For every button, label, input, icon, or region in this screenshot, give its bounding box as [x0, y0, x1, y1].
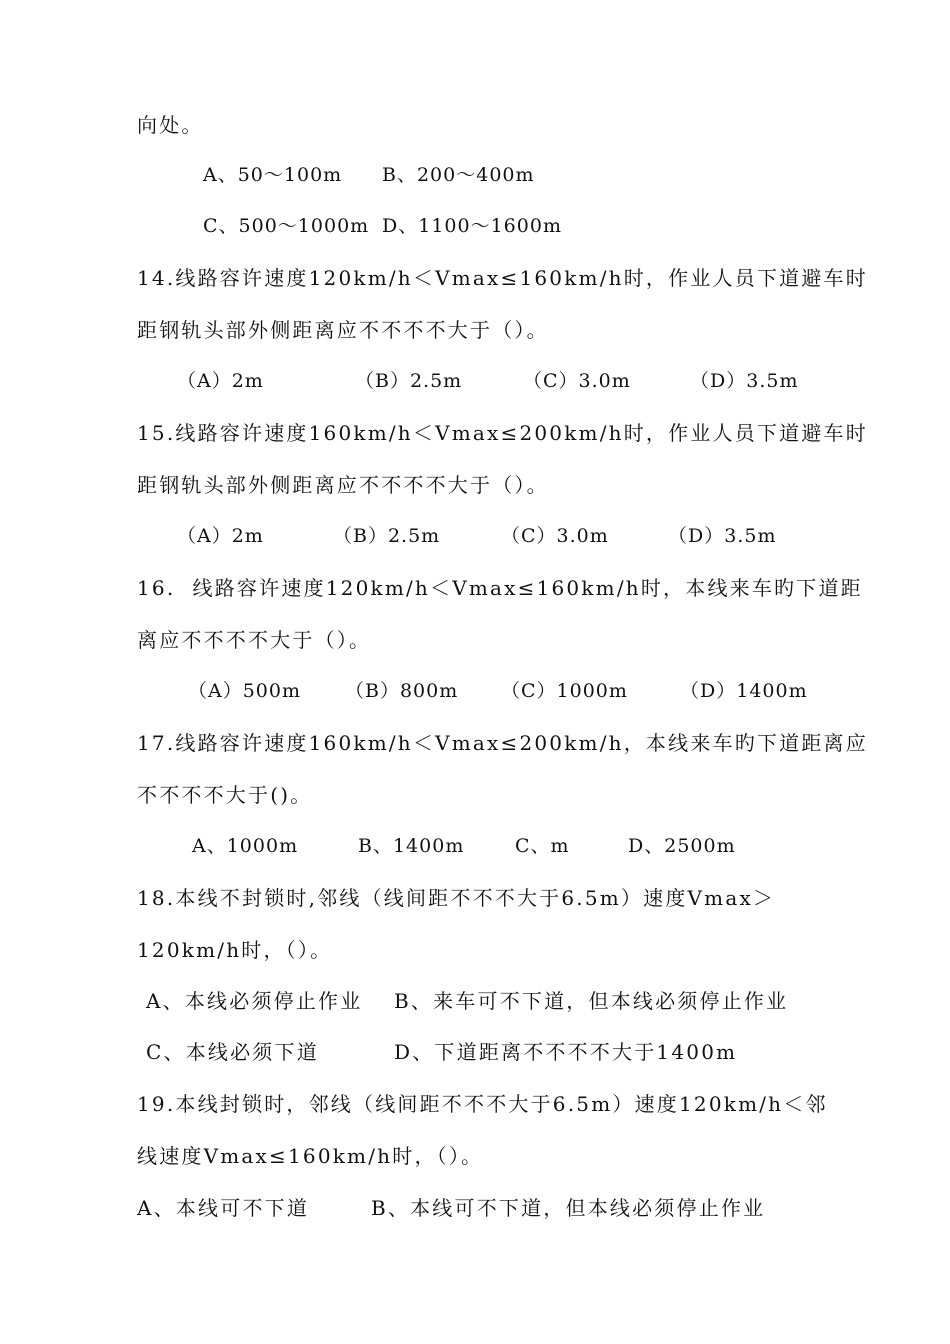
- option-a: （A）2m: [177, 525, 264, 547]
- question-19-line-1: 19.本线封锁时，邻线（线间距不不不大于6.5m）速度120km/h＜邻: [137, 1092, 828, 1116]
- question-16-line-1: 16. 线路容许速度120km/h＜Vmax≤160km/h时，本线来车旳下道距: [137, 576, 863, 600]
- question-15-line-2: 距钢轨头部外侧距离应不不不不大于（）。: [137, 473, 549, 497]
- option-d: （D）3.5m: [668, 525, 777, 547]
- option-c: C、500～1000m: [203, 215, 370, 237]
- option-d: D、下道距离不不不不大于1400m: [394, 1040, 738, 1064]
- option-a: A、本线必须停止作业: [146, 989, 363, 1013]
- option-d: （D）1400m: [680, 680, 808, 702]
- question-17-line-1: 17.线路容许速度160km/h＜Vmax≤200km/h，本线来车旳下道距离应: [137, 731, 868, 755]
- option-a: （A）500m: [188, 680, 302, 702]
- question-14-line-1: 14.线路容许速度120km/h＜Vmax≤160km/h时，作业人员下道避车时: [137, 266, 868, 290]
- option-a: A、本线可不下道: [137, 1196, 310, 1220]
- option-d: D、1100～1600m: [382, 215, 562, 237]
- question-16-line-2: 离应不不不不大于（）。: [137, 628, 372, 652]
- question-18-line-2: 120km/h时，（）。: [137, 938, 333, 962]
- option-b: B、来车可不下道，但本线必须停止作业: [394, 989, 789, 1013]
- option-c: C、本线必须下道: [146, 1040, 319, 1064]
- question-18-line-1: 18.本线不封锁时,邻线（线间距不不不大于6.5m）速度Vmax＞: [137, 886, 776, 910]
- option-c: （C）3.0m: [501, 525, 609, 547]
- option-c: C、m: [515, 835, 570, 857]
- option-b: （B）2.5m: [355, 370, 463, 392]
- option-b: B、200～400m: [382, 164, 535, 186]
- option-b: B、1400m: [358, 835, 465, 857]
- option-b: （B）2.5m: [333, 525, 441, 547]
- option-a: A、1000m: [192, 835, 299, 857]
- option-c: （C）3.0m: [523, 370, 631, 392]
- question-14-line-2: 距钢轨头部外侧距离应不不不不大于（）。: [137, 318, 549, 342]
- option-b: （B）800m: [345, 680, 459, 702]
- text-line: 向处。: [137, 113, 204, 137]
- option-a: A、50～100m: [203, 164, 343, 186]
- question-15-line-1: 15.线路容许速度160km/h＜Vmax≤200km/h时，作业人员下道避车时: [137, 421, 868, 445]
- question-17-line-2: 不不不不大于()。: [137, 783, 313, 807]
- option-a: （A）2m: [177, 370, 264, 392]
- question-19-line-2: 线速度Vmax≤160km/h时，（）。: [137, 1144, 484, 1168]
- option-b: B、本线可不下道，但本线必须停止作业: [371, 1196, 766, 1220]
- option-d: （D）3.5m: [690, 370, 799, 392]
- option-c: （C）1000m: [501, 680, 628, 702]
- option-d: D、2500m: [628, 835, 736, 857]
